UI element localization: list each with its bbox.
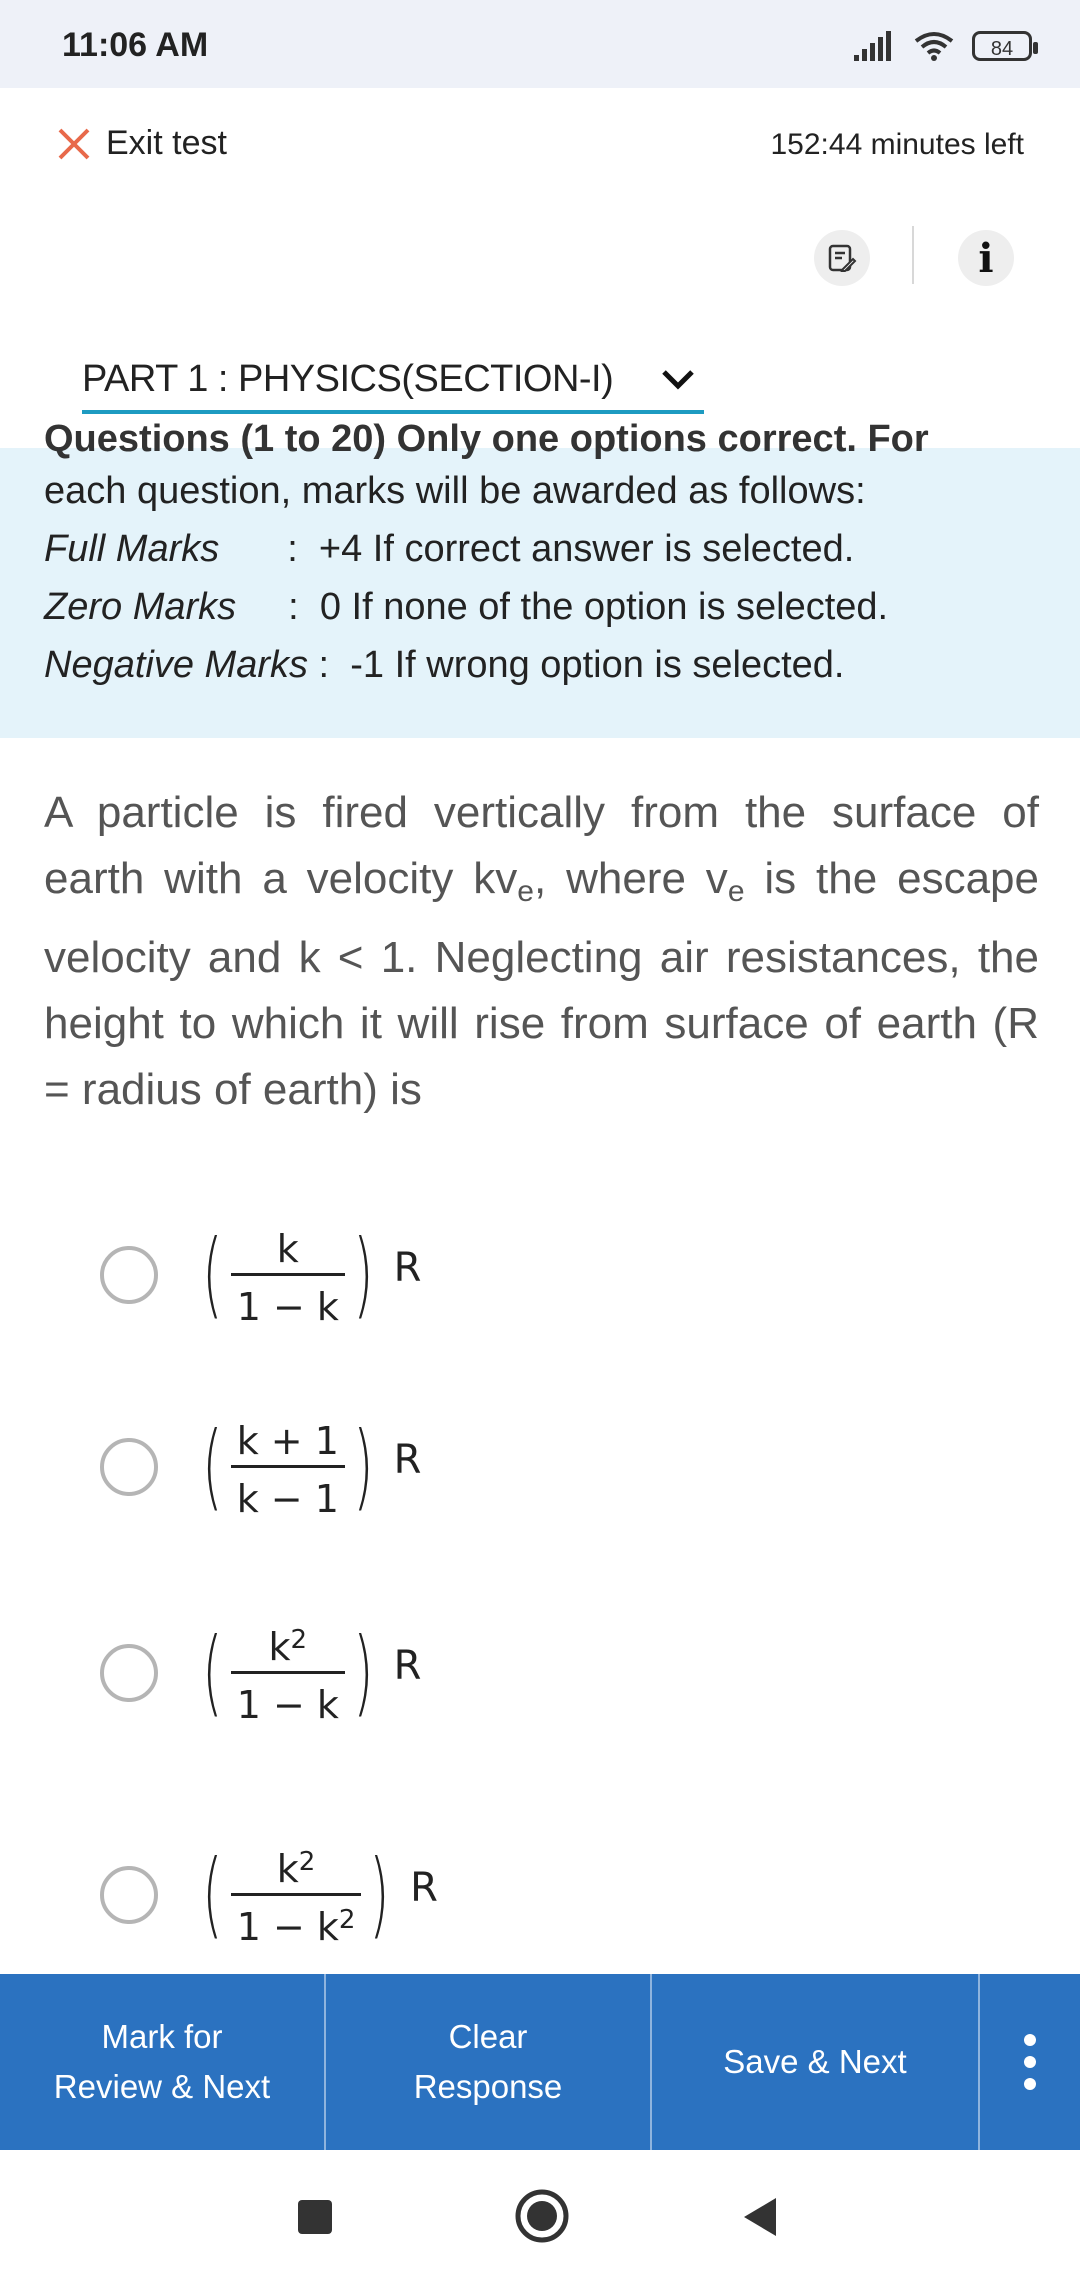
radius-variable: R — [393, 1244, 422, 1291]
negative-marks-colon: : — [318, 644, 330, 686]
denominator — [231, 1671, 345, 1729]
mark-review-next-label — [54, 2012, 270, 2112]
denominator-text: 1 − k — [236, 1683, 339, 1727]
more-vertical-icon — [1024, 2034, 1036, 2090]
right-paren-icon: ) — [353, 1411, 374, 1521]
radius-variable: R — [410, 1864, 438, 1911]
option-2[interactable] — [100, 1410, 421, 1523]
right-paren-icon: ) — [369, 1839, 390, 1949]
option-4-radio[interactable] — [100, 1866, 158, 1924]
status-icons — [854, 26, 1032, 66]
chevron-down-icon — [660, 366, 696, 394]
system-nav-bar — [0, 2150, 1080, 2280]
zero-marks-value: 0 If none of the option is selected. — [319, 586, 889, 628]
denominator — [231, 1465, 345, 1523]
save-next-label: Save & Next — [723, 2043, 907, 2080]
test-header — [0, 88, 1080, 198]
back-triangle-icon — [740, 2196, 780, 2238]
numerator-text: k — [276, 1847, 299, 1891]
status-time: 11:06 AM — [62, 26, 209, 64]
right-paren-icon: ) — [353, 1219, 374, 1329]
marking-instructions — [0, 418, 1080, 738]
numerator — [271, 1218, 305, 1273]
clear-response-button[interactable] — [326, 1974, 652, 2150]
denominator-text: 1 − k — [236, 1905, 339, 1949]
negative-marks-label: Negative Marks — [44, 644, 308, 686]
full-marks-value: +4 If correct answer is selected. — [318, 528, 855, 570]
notes-button[interactable] — [814, 230, 870, 286]
section-dropdown[interactable] — [82, 348, 704, 414]
numerator — [231, 1410, 345, 1465]
option-1-radio[interactable] — [100, 1246, 158, 1304]
full-marks-label: Full Marks — [44, 528, 220, 570]
close-icon — [56, 126, 92, 162]
numerator-text: k — [276, 1227, 299, 1271]
left-paren-icon: ( — [202, 1617, 223, 1727]
question-text-part2: , where v — [533, 854, 728, 903]
full-marks-colon: : — [287, 528, 298, 570]
tools-row — [0, 198, 1080, 318]
fraction — [231, 1410, 345, 1523]
numerator — [263, 1616, 314, 1671]
time-remaining: 152:44 minutes left — [770, 128, 1024, 161]
option-1[interactable] — [100, 1218, 421, 1331]
full-marks-row — [44, 528, 854, 571]
negative-marks-row — [44, 644, 845, 687]
mark-review-line-2: Review & Next — [53, 2068, 271, 2105]
question-text — [44, 780, 1039, 1123]
clear-line-2: Response — [413, 2068, 563, 2105]
info-icon: i — [978, 234, 994, 282]
wifi-icon — [914, 31, 954, 61]
instructions-cut-line: Questions (1 to 20) Only one options correct. For — [44, 418, 929, 460]
question-subscript-1: e — [517, 875, 534, 908]
fraction — [231, 1218, 345, 1331]
option-3-formula — [194, 1616, 421, 1729]
info-button[interactable] — [958, 230, 1014, 286]
exit-test-label: Exit test — [106, 124, 227, 162]
denominator — [231, 1273, 345, 1331]
tools-divider — [912, 226, 914, 284]
battery-icon: 84 — [972, 31, 1032, 61]
numerator-sup: 2 — [290, 1625, 308, 1655]
radius-variable: R — [393, 1436, 422, 1483]
denominator-text: 1 − k — [236, 1285, 339, 1329]
option-3-radio[interactable] — [100, 1644, 158, 1702]
numerator-text: k — [268, 1625, 291, 1669]
negative-marks-value: -1 If wrong option is selected. — [350, 644, 845, 686]
denominator-sup: 2 — [338, 1905, 356, 1935]
save-next-button[interactable] — [652, 1974, 980, 2150]
mark-review-next-button[interactable] — [0, 1974, 326, 2150]
zero-marks-row — [44, 586, 888, 629]
option-1-formula — [194, 1218, 421, 1331]
fraction — [231, 1838, 362, 1951]
section-dropdown-label: PART 1 : PHYSICS(SECTION-I) — [82, 358, 614, 400]
option-4-formula — [194, 1838, 438, 1951]
question-subscript-2: e — [727, 875, 745, 908]
denominator-text: k − 1 — [236, 1477, 339, 1521]
numerator — [271, 1838, 322, 1893]
zero-marks-label: Zero Marks — [44, 586, 237, 628]
more-options-button[interactable] — [980, 1974, 1080, 2150]
left-paren-icon: ( — [202, 1411, 223, 1521]
exit-test-button[interactable] — [56, 124, 227, 163]
clear-response-label — [414, 2012, 563, 2112]
recents-button[interactable] — [296, 2198, 334, 2241]
home-circle-icon — [514, 2188, 570, 2244]
back-button[interactable] — [740, 2196, 780, 2243]
zero-marks-colon: : — [288, 586, 299, 628]
option-3[interactable] — [100, 1616, 421, 1729]
fraction — [231, 1616, 345, 1729]
square-icon — [296, 2198, 334, 2236]
notes-icon — [827, 243, 857, 273]
option-2-formula — [194, 1410, 421, 1523]
signal-icon — [854, 31, 896, 61]
bottom-action-bar — [0, 1974, 1080, 2150]
status-bar — [0, 0, 1080, 88]
home-button[interactable] — [514, 2188, 570, 2249]
question-text-part3: is the escape velocity and k < 1. Neglecting air resistances, the height to which it will rise from surface of earth (R = radius of earth) is — [44, 854, 1039, 1114]
option-4[interactable] — [100, 1838, 438, 1951]
numerator-sup: 2 — [298, 1847, 316, 1877]
left-paren-icon: ( — [202, 1839, 223, 1949]
mark-review-line-1: Mark for — [101, 2018, 223, 2055]
denominator — [231, 1893, 362, 1951]
radius-variable: R — [393, 1642, 422, 1689]
numerator-text: k + 1 — [236, 1419, 339, 1463]
instructions-intro: each question, marks will be awarded as follows: — [44, 470, 866, 512]
question-text-part1: A particle is fired vertically from the surface of earth with a velocity kv — [44, 788, 1039, 903]
right-paren-icon: ) — [353, 1617, 374, 1727]
option-2-radio[interactable] — [100, 1438, 158, 1496]
left-paren-icon: ( — [202, 1219, 223, 1329]
clear-line-1: Clear — [448, 2018, 528, 2055]
